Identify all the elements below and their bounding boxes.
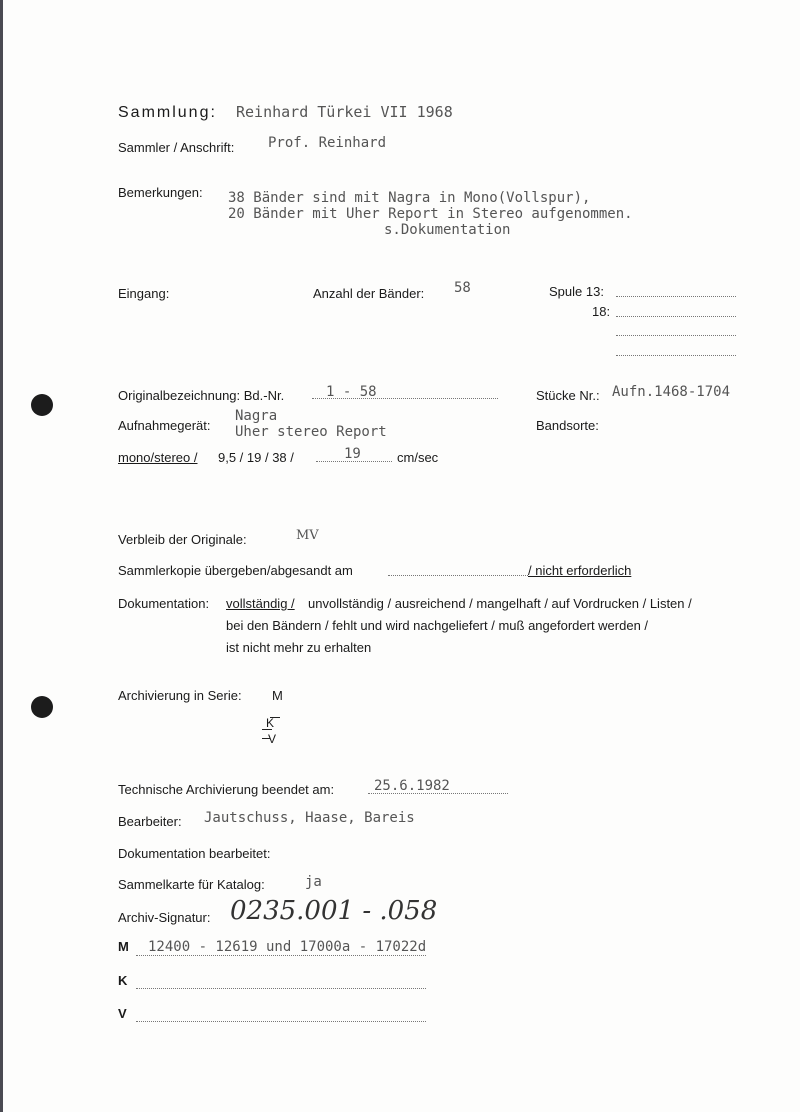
band-number-value: 1 - 58 [326,384,377,400]
archivierung-v: V [268,732,277,746]
signatur-value: 0235.001 - .058 [230,896,438,926]
sammler-label: Sammler / Anschrift: [118,140,235,155]
speed-unit: cm/sec [397,450,439,465]
bandsorte-label: Bandsorte: [536,418,599,433]
archivierung-k-strike [262,716,280,732]
bearbeiter-value: Jautschuss, Haase, Bareis [204,810,415,826]
speed-options: 9,5 / 19 / 38 / [218,450,294,465]
k-range-label: K [118,973,128,988]
eingang-label: Eingang: [118,286,170,301]
spule-18-line [616,316,736,317]
archivierung-k: K [266,716,275,730]
m-range-line [136,955,426,956]
anzahl-label: Anzahl der Bänder: [313,286,425,301]
speed-line [316,461,392,462]
spule-18-label: 18: [592,304,611,319]
punch-hole-top [31,394,53,416]
sammler-value: Prof. Reinhard [268,135,387,151]
sammlerkopie-value: / nicht erforderlich [528,563,632,578]
band-number-line [312,398,498,399]
dokumentation-label: Dokumentation: [118,596,210,611]
m-range-label: M [118,939,129,954]
bemerkungen-line-3: s.Dokumentation [384,222,511,238]
aufnahmegeraet-line-1: Nagra [235,408,278,424]
page-edge [0,0,3,1112]
spule-13-label: Spule 13: [549,284,604,299]
spule-13-line [616,296,736,297]
dokumentation-options-2: bei den Bändern / fehlt und wird nachgeliefert / muß angefordert werden / [226,618,649,633]
verbleib-value: MV [296,528,319,543]
dokumentation-options-1: unvollständig / ausreichend / mangelhaft / auf Vordrucken / Listen / [308,596,692,611]
v-range-line [136,1021,426,1022]
speed-value: 19 [344,446,361,462]
sammlung-label: Sammlung: [118,104,217,121]
katalog-value: ja [305,874,322,890]
punch-hole-bottom [31,696,53,718]
sammlung-value: Reinhard Türkei VII 1968 [236,103,453,121]
originalbezeichnung-label: Originalbezeichnung: Bd.-Nr. [118,388,285,403]
signatur-label: Archiv-Signatur: [118,910,211,925]
bearbeiter-label: Bearbeiter: [118,814,182,829]
dokumentation-bearbeitet-label: Dokumentation bearbeitet: [118,846,271,861]
bemerkungen-line-1: 38 Bänder sind mit Nagra in Mono(Vollspur), [228,190,591,206]
dokumentation-options-3: ist nicht mehr zu erhalten [226,640,372,655]
beendet-label: Technische Archivierung beendet am: [118,782,335,797]
m-range-value: 12400 - 12619 und 17000a - 17022d [148,939,427,955]
mode-selected: mono/stereo / [118,450,198,465]
verbleib-label: Verbleib der Originale: [118,532,247,547]
anzahl-value: 58 [454,280,471,296]
aufnahmegeraet-label: Aufnahmegerät: [118,418,211,433]
spule-line-4 [616,355,736,356]
archivierung-v-strike [262,732,280,748]
bemerkungen-label: Bemerkungen: [118,185,203,200]
archivierung-m: M [272,688,283,703]
beendet-line [368,793,508,794]
bemerkungen-line-2: 20 Bänder mit Uher Report in Stereo aufgenommen. [228,206,633,222]
sammlerkopie-label: Sammlerkopie übergeben/abgesandt am [118,563,353,578]
k-range-line [136,988,426,989]
stuecke-value: Aufn.1468-1704 [612,384,731,400]
spule-line-3 [616,335,736,336]
sammlerkopie-line [388,575,528,576]
katalog-label: Sammelkarte für Katalog: [118,877,265,892]
beendet-value: 25.6.1982 [374,778,450,794]
stuecke-label: Stücke Nr.: [536,388,600,403]
archivierung-label: Archivierung in Serie: [118,688,242,703]
dokumentation-selected: vollständig / [226,596,295,611]
aufnahmegeraet-line-2: Uher stereo Report [235,424,387,440]
v-range-label: V [118,1006,127,1021]
